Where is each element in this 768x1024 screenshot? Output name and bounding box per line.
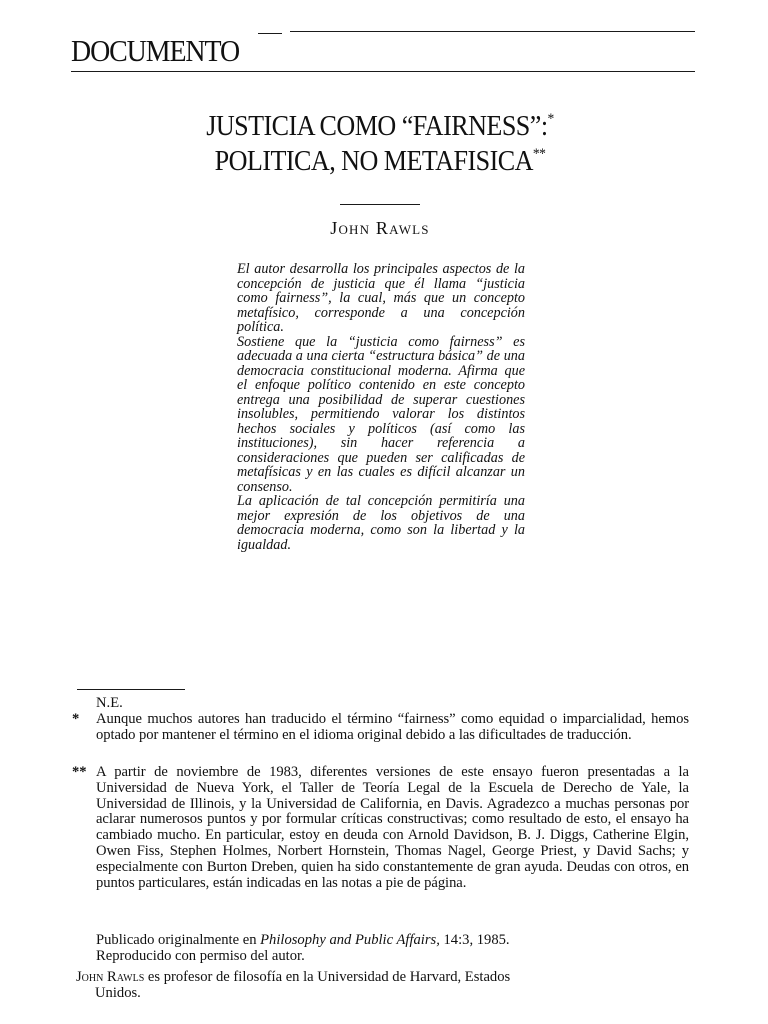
title-text-1: JUSTICIA COMO “FAIRNESS”:	[206, 110, 548, 142]
footnote-1-text: Aunque muchos autores han traducido el término “fairness” como equidad o imparcialidad, hemos optado por mantener el término en el idioma original debido a las dificultades de traducción.	[96, 711, 689, 743]
title-footnote-mark-1: *	[547, 111, 554, 127]
abstract-paragraph: Sostiene que la “justicia como fairness” es adecuada a una cierta “estructura básica” de una democracia constitucional moderna. Afirma que el enfoque político contenido en este concepto entrega una posibilidad de superar cuestiones insolubles, permitiendo valorar los distintos hechos sociales y políticos (así como las instituciones), sin hacer referencia a consideraciones que pueden ser calificadas de metafísicas y en las cuales es difícil alcanzar un consenso.	[237, 333, 525, 495]
footnote-2	[72, 764, 689, 891]
title-footnote-mark-2: **	[532, 146, 546, 162]
publication-line	[96, 933, 689, 949]
publication-prefix: Publicado originalmente en	[96, 932, 261, 948]
journal-name: Philosophy and Public Affairs,	[260, 932, 440, 948]
header-rule-top-left	[258, 33, 282, 34]
bio-author-name: John Rawls	[76, 969, 145, 985]
footnote-separator	[77, 689, 185, 690]
footnote-1-mark: *	[72, 711, 80, 727]
abstract-paragraph: El autor desarrolla los principales aspectos de la concepción de justicia que él llama “justicia como fairness”, la cual, más que un concepto metafísico, corresponde a una concepción política.	[237, 261, 525, 335]
footnote-2-text: A partir de noviembre de 1983, diferentes versiones de este ensayo fueron presentadas a la Universidad de Nueva York, el Taller de Teoría Legal de la Escuela de Derecho de Yale, la Universidad de Illinois, y la Universidad de California, en Davis. Agradezco a muchas personas por aclarar numerosos puntos y por formular críticas constructivas; como resultado de esto, el ensayo ha cambiado mucho. En particular, estoy en deuda con Arnold Davidson, B. J. Diggs, Catherine Elgin, Owen Fiss, Stephen Holmes, Norbert Hornstein, Thomas Nagel, George Priest, y David Sachs; y especialmente con Burton Dreben, quien ha sido constantemente de gran ayuda. Deudas con otros, en puntos particulares, están indicadas en las notas a pie de página.	[96, 764, 689, 891]
author-bio	[76, 970, 689, 1002]
header-rule-top	[290, 31, 695, 32]
footnote-2-mark: **	[72, 764, 87, 780]
reproduction-notice: Reproducido con permiso del autor.	[96, 947, 305, 964]
bio-text-line-2: Unidos.	[95, 984, 141, 1001]
abstract-paragraph: La aplicación de tal concepción permitiría una mejor expresión de los objetivos de una democracia moderna, como son la libertad y la igualdad.	[237, 493, 525, 553]
bio-text: es profesor de filosofía en la Universidad de Harvard, Estados	[144, 969, 511, 985]
publication-suffix: 14:3, 1985.	[439, 932, 510, 948]
abstract	[237, 262, 525, 552]
title-text-2: POLITICA, NO METAFISICA	[214, 145, 533, 177]
publication-info	[96, 933, 689, 965]
article-title-line-1	[146, 108, 614, 144]
section-label: DOCUMENTO	[71, 33, 240, 68]
title-divider	[340, 204, 420, 205]
footnote-1	[72, 711, 689, 744]
editor-note-heading: N.E.	[96, 695, 123, 711]
article-author: John Rawls	[330, 218, 430, 238]
article-title-line-2	[146, 143, 614, 179]
header-rule-bottom	[71, 71, 695, 72]
